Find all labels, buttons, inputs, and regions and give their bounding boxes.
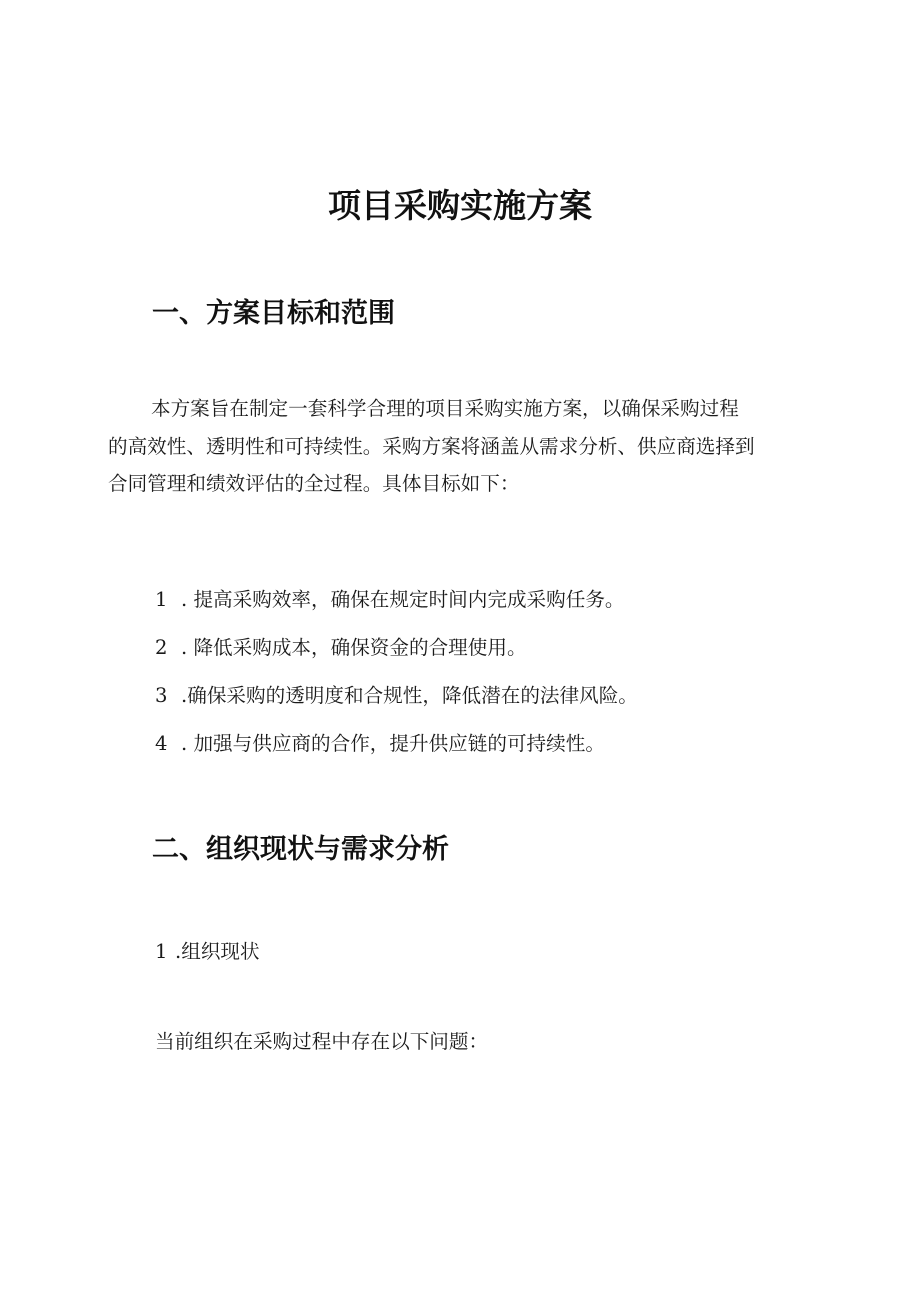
subsection-heading <box>155 938 260 966</box>
goal-item <box>155 634 527 662</box>
goal-item <box>155 730 605 758</box>
paragraph-line: 的高效性、透明性和可持续性。采购方案将涵盖从需求分析、供应商选择到 <box>108 434 755 458</box>
section-1-paragraph <box>108 390 828 503</box>
goal-text: . 提高采购效率，确保在规定时间内完成采购任务。 <box>181 588 625 611</box>
paragraph-line: 本方案旨在制定一套科学合理的项目采购实施方案，以确保采购过程 <box>151 397 739 420</box>
section-1-heading: 一、方案目标和范围 <box>152 298 395 329</box>
subsection-text: .组织现状 <box>175 940 260 963</box>
goal-item <box>155 682 638 710</box>
goal-number: 4 <box>155 732 168 755</box>
paragraph-line: 合同管理和绩效评估的全过程。具体目标如下： <box>108 472 520 495</box>
section-2-paragraph: 当前组织在采购过程中存在以下问题： <box>155 1030 489 1053</box>
goal-number: 3 <box>155 684 168 707</box>
goal-text: . 降低采购成本，确保资金的合理使用。 <box>181 636 527 659</box>
document-title: 项目采购实施方案 <box>328 186 592 225</box>
goal-item <box>155 586 625 614</box>
goal-number: 1 <box>155 588 168 611</box>
goal-text: . 加强与供应商的合作，提升供应链的可持续性。 <box>181 732 605 755</box>
goal-number: 2 <box>155 636 168 659</box>
section-2-heading: 二、组织现状与需求分析 <box>152 834 449 865</box>
goal-text: .确保采购的透明度和合规性，降低潜在的法律风险。 <box>181 684 638 707</box>
subsection-number: 1 <box>155 940 168 963</box>
